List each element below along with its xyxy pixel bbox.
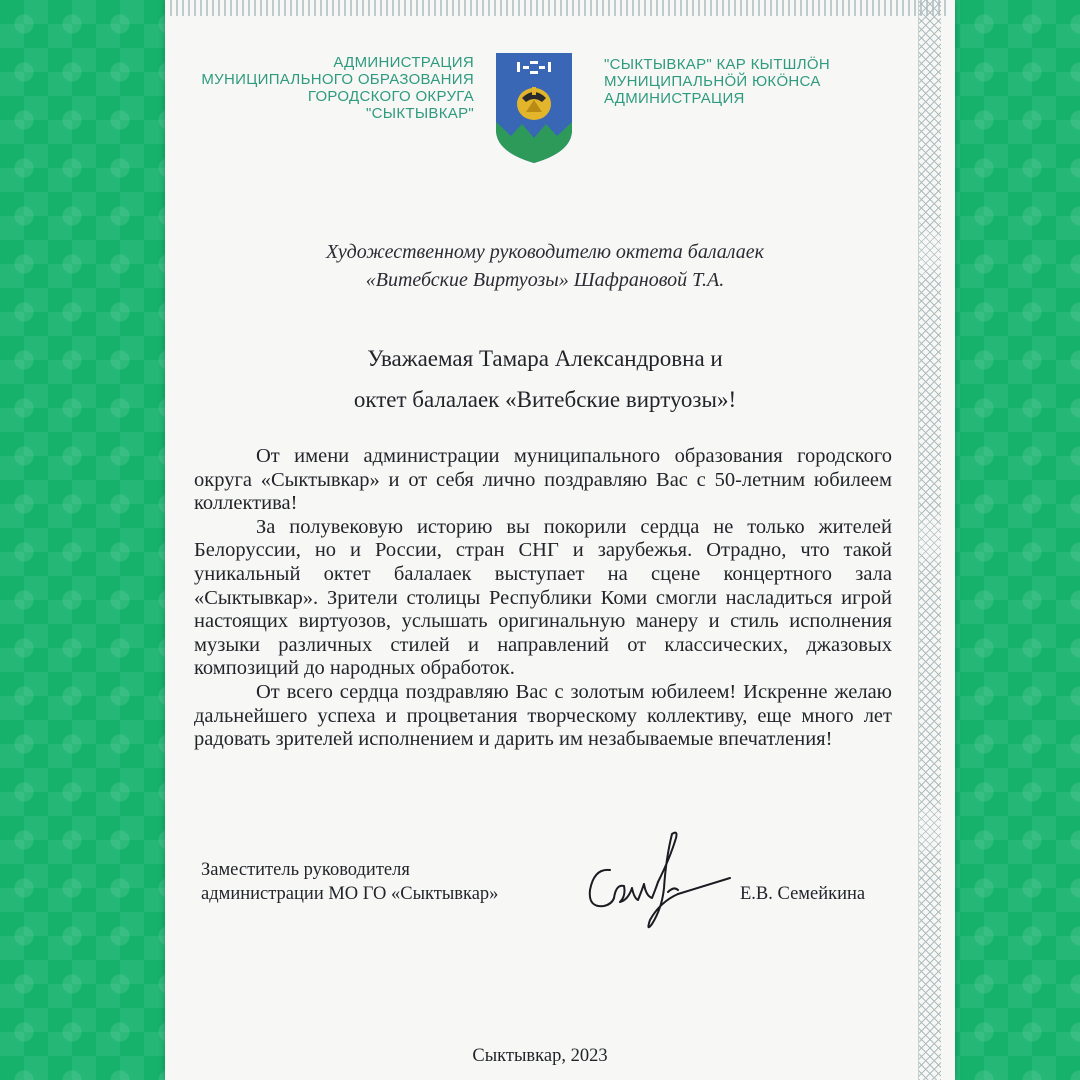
header-administration-komi bbox=[604, 56, 864, 107]
addressee-line: Художественному руководителю октета балалаек bbox=[326, 241, 764, 263]
header-left-line: АДМИНИСТРАЦИЯ bbox=[333, 54, 474, 71]
header-left-line: МУНИЦИПАЛЬНОГО ОБРАЗОВАНИЯ bbox=[201, 71, 474, 88]
header-right-line: АДМИНИСТРАЦИЯ bbox=[604, 90, 745, 107]
header-left-line: "СЫКТЫВКАР" bbox=[366, 105, 474, 122]
signer-title-line: администрации МО ГО «Сыктывкар» bbox=[201, 884, 499, 904]
body-paragraph: За полувековую историю вы покорили сердца не только жителей Белоруссии, но и России, стран СНГ и зарубежья. Отрадно, что такой уникальный октет балалаек выступает на сцене концертного зала «Сыктывкар». Зрители столицы Республики Коми смогли насладиться игрой настоящих виртуозов, услышать оригинальную манеру и стиль исполнения музыки различных стилей и направлений от классических, джазовых композиций до народных обработок. bbox=[194, 515, 892, 680]
signer-name: Е.В. Семейкина bbox=[740, 884, 866, 904]
salutation bbox=[190, 338, 900, 420]
coat-of-arms-icon bbox=[495, 52, 573, 164]
signer-title bbox=[201, 858, 581, 906]
salutation-line: Уважаемая Тамара Александровна и bbox=[367, 346, 723, 371]
salutation-line: октет балалаек «Витебские виртуозы»! bbox=[353, 387, 737, 412]
decorative-border-top bbox=[170, 0, 950, 16]
body-paragraph: От всего сердца поздравляю Вас с золотым юбилеем! Искренне желаю дальнейшего успеха и процветания творческому коллективу, еще много лет радовать зрителей исполнением и дарить им незабываемые впечатления! bbox=[194, 680, 892, 751]
signer-title-line: Заместитель руководителя bbox=[201, 860, 410, 880]
place-and-year: Сыктывкар, 2023 bbox=[472, 1046, 608, 1066]
letter-body bbox=[194, 445, 892, 752]
addressee bbox=[190, 238, 900, 294]
header-right-line: МУНИЦИПАЛЬНÖЙ ЮКÖНСА bbox=[604, 73, 821, 90]
body-paragraph: От имени администрации муниципального образования городского округа «Сыктывкар» и от себя лично поздравляю Вас с 50-летним юбилеем коллектива! bbox=[194, 445, 892, 515]
handwritten-signature-icon bbox=[580, 828, 740, 938]
header-right-line: "СЫКТЫВКАР" КАР КЫТШЛÖН bbox=[604, 56, 830, 73]
decorative-border-right bbox=[918, 0, 941, 1080]
header-administration-ru bbox=[192, 54, 474, 122]
header-left-line: ГОРОДСКОГО ОКРУГА bbox=[307, 88, 474, 105]
addressee-line: «Витебские Виртуозы» Шафрановой Т.А. bbox=[365, 269, 725, 291]
